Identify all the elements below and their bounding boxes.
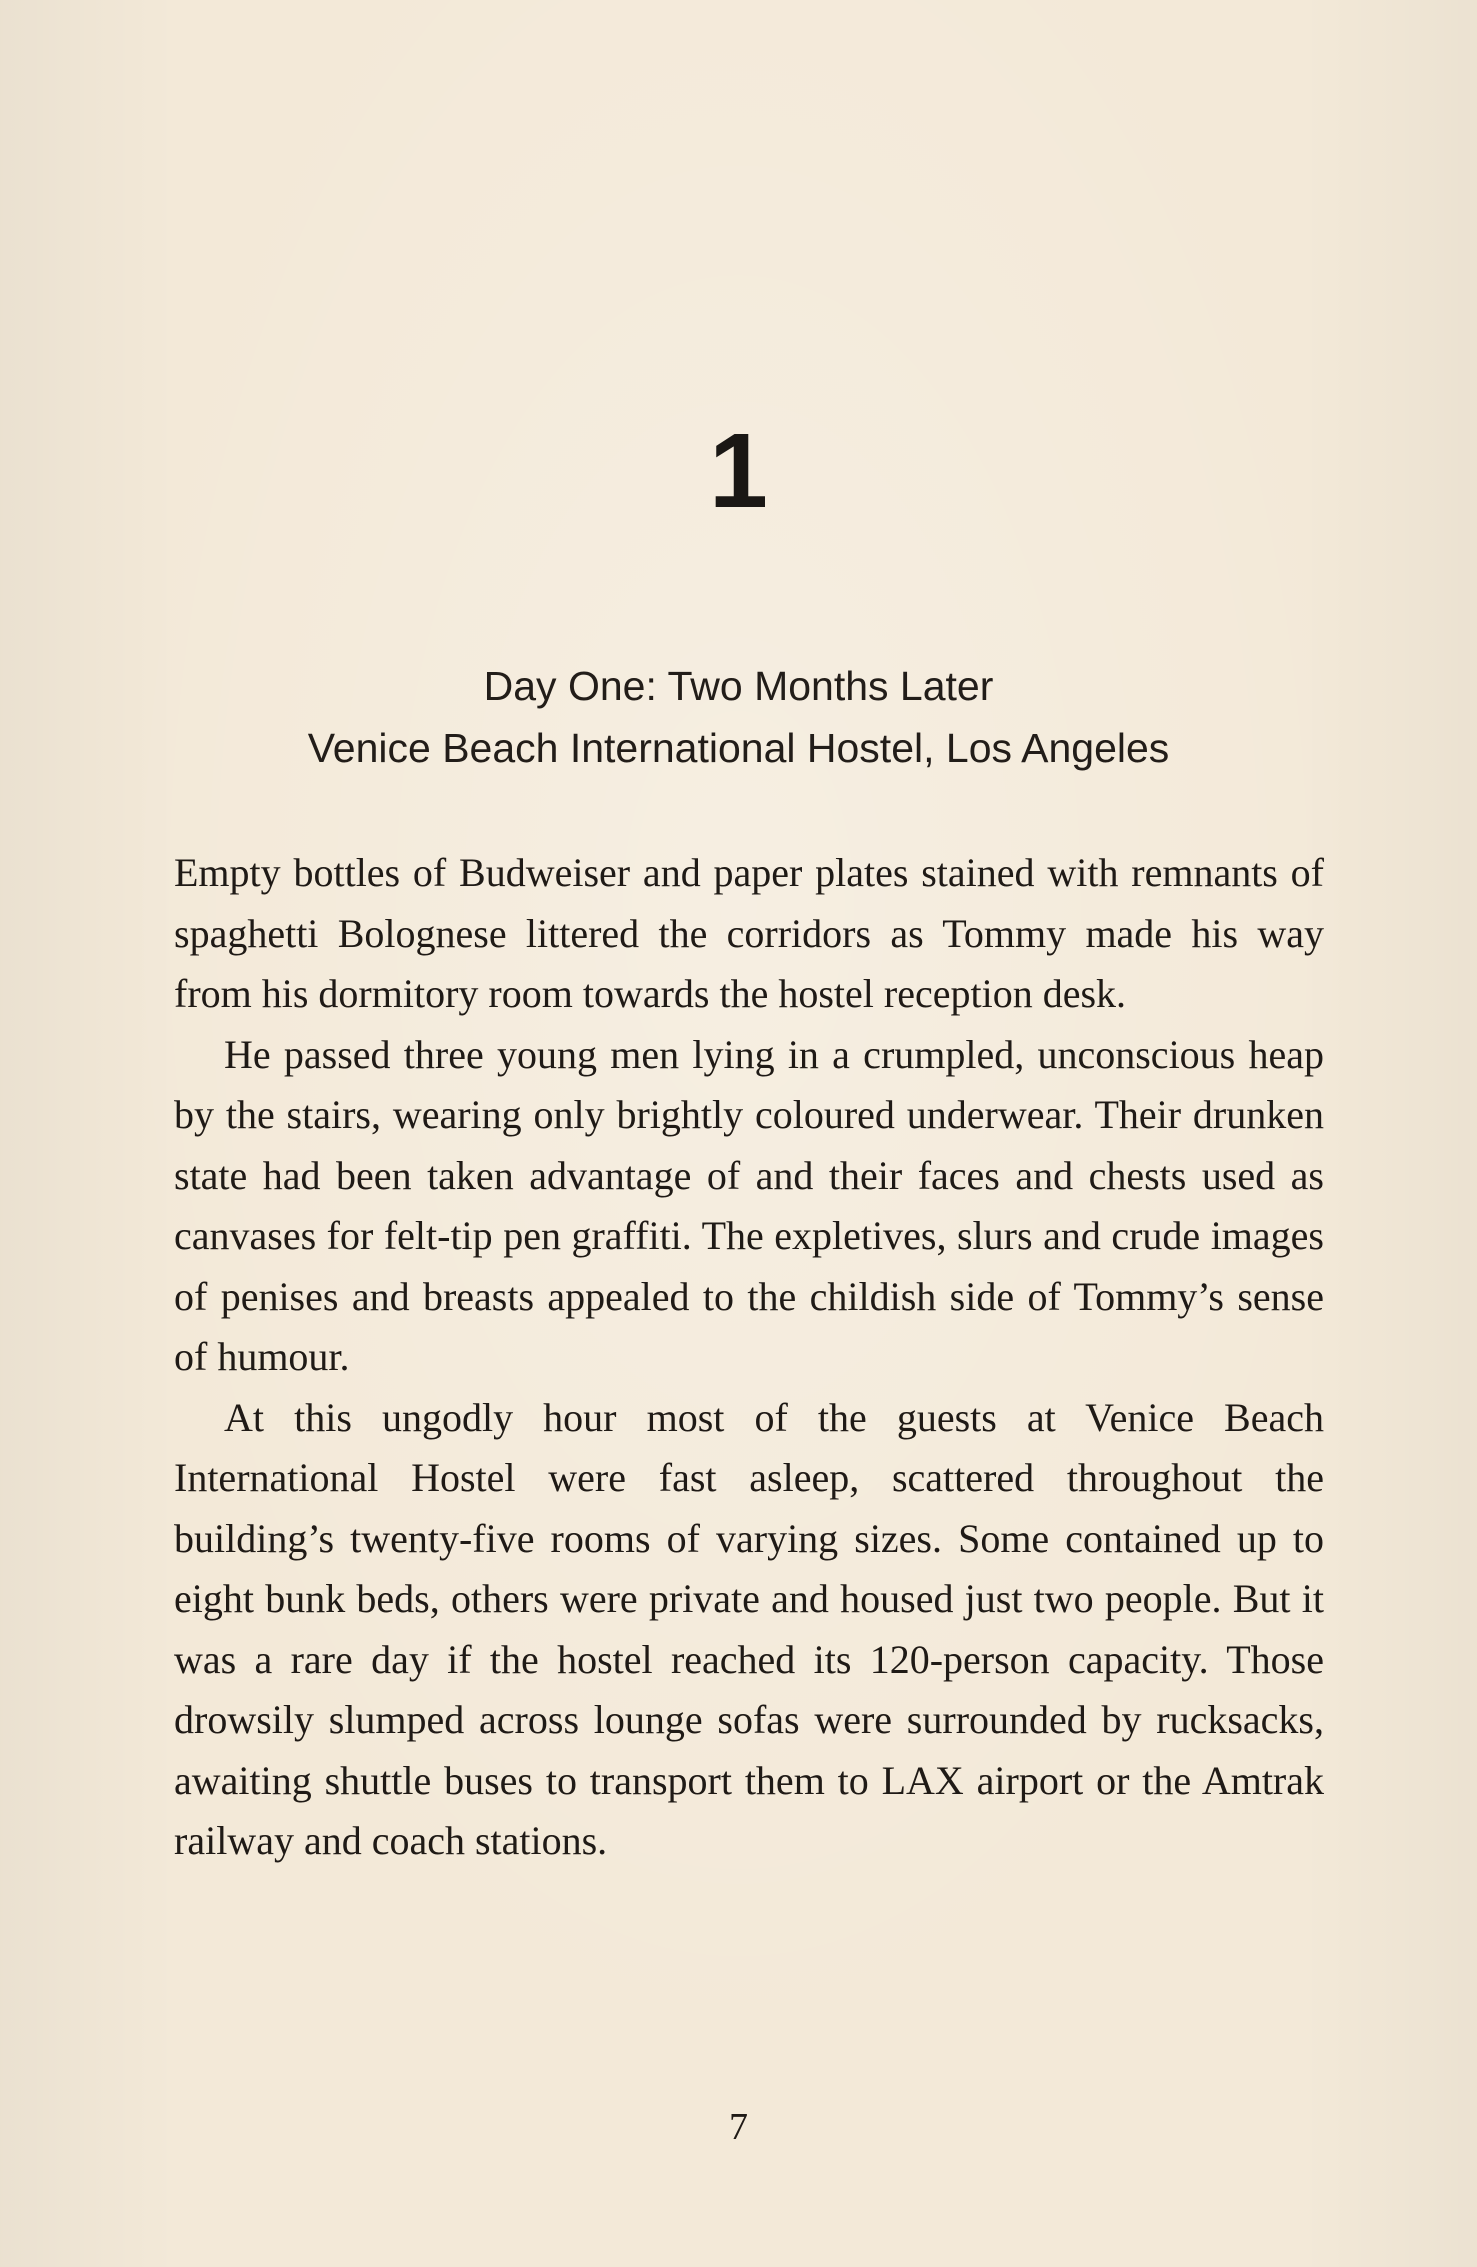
paragraph: He passed three young men lying in a crumpled, unconscious heap by the stairs, wearing only brightly coloured underwear. Their drunken state had been taken advantage of and their faces and chests used as canvases for felt-tip pen graffiti. The expletives, slurs and crude images of penises and breasts appealed to the childish side of Tommy’s sense of humour. bbox=[174, 1031, 1324, 1379]
page-number: 7 bbox=[729, 2106, 748, 2148]
chapter-subtitle-location: Venice Beach International Hostel, Los Angeles bbox=[307, 725, 1170, 771]
chapter-body bbox=[174, 843, 1324, 1872]
paragraph: Empty bottles of Budweiser and paper plates stained with remnants of spaghetti Bolognese littered the corridors as Tommy made his way from his dormitory room towards the hostel reception desk. bbox=[174, 850, 1324, 1016]
paragraph: At this ungodly hour most of the guests at Venice Beach International Hostel were fast asleep, scattered throughout the building’s twenty-five rooms of varying sizes. Some contained up to eight bunk beds, others were private and housed just two people. But it was a rare day if the hostel reached its 120-person capacity. Those drowsily slumped across lounge sofas were surrounded by rucksacks, awaiting shuttle buses to transport them to LAX airport or the Amtrak railway and coach stations. bbox=[174, 1394, 1324, 1863]
chapter-number: 1 bbox=[709, 412, 768, 530]
chapter-subtitle-time: Day One: Two Months Later bbox=[483, 663, 994, 709]
